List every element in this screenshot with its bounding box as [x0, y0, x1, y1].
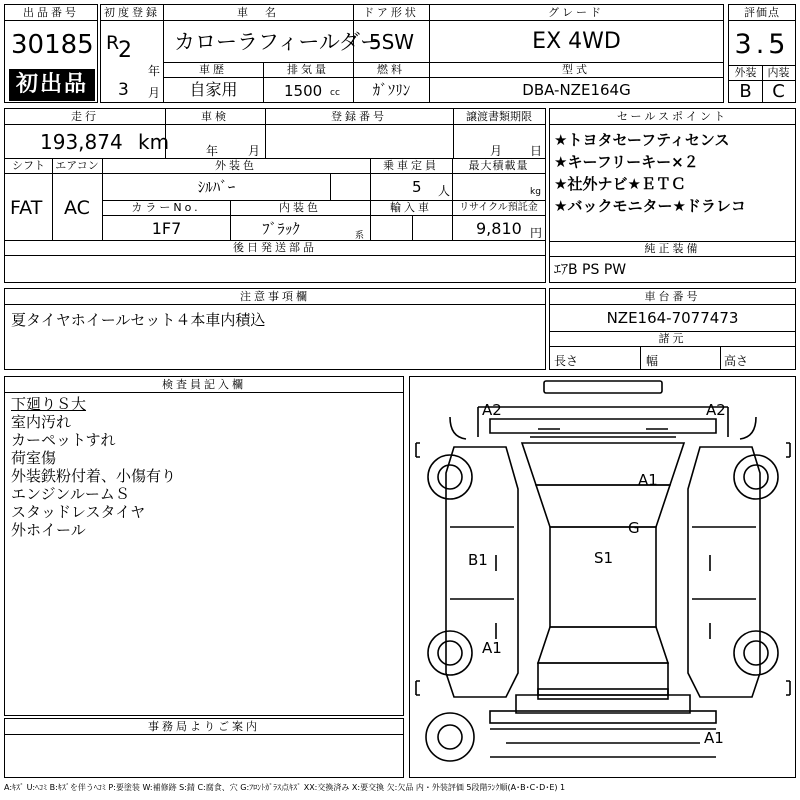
- sales-points-box: [549, 108, 796, 283]
- damage-mark-a2-left: A2: [482, 401, 502, 419]
- car-name: カローラフィールダー: [174, 30, 382, 54]
- sales-point-1: ★トヨタセーフティセンス: [554, 131, 730, 149]
- damage-mark-a1-bottom: A1: [704, 729, 724, 747]
- transfer-month-unit: 月: [490, 144, 503, 158]
- recycle-fee-label: リサイクル預託金: [452, 200, 545, 216]
- car-damage-diagram: [409, 376, 796, 778]
- overall-score: 3.5: [734, 29, 790, 60]
- damage-mark-a1-hood: A1: [638, 471, 658, 489]
- year-unit: 年: [148, 64, 161, 78]
- inspector-note-6: エンジンルームＳ: [11, 485, 130, 503]
- inspection-year-unit: 年: [206, 144, 219, 158]
- interior-color-suffix: 系: [355, 231, 365, 241]
- shift-type: FAT: [10, 197, 43, 219]
- mileage-unit: km: [138, 130, 170, 154]
- grade-label: グレード: [429, 5, 723, 21]
- notice-label: 注意事項欄: [5, 289, 545, 305]
- score-label: 評価点: [729, 5, 795, 21]
- sales-point-4: ★バックモニター★ドラレコ: [554, 197, 746, 215]
- chassis-number-label: 車台番号: [550, 289, 795, 305]
- sales-points-label: セールスポイント: [550, 109, 795, 125]
- color-number-label: カラーNo.: [102, 200, 230, 216]
- inspector-note-5: 外装鉄粉付着、小傷有り: [11, 467, 177, 485]
- first-listing-badge: 初出品: [9, 69, 95, 101]
- aircon-type: AC: [64, 197, 90, 219]
- car-diagram-drawing: [410, 377, 795, 777]
- office-info-label: 事務局よりご案内: [5, 719, 403, 735]
- damage-mark-g: G: [628, 519, 640, 537]
- specs-label: 諸元: [550, 331, 795, 347]
- exterior-label: 外装: [729, 65, 762, 81]
- interior-score: C: [772, 81, 785, 102]
- standard-equipment-label: 純正装備: [550, 241, 795, 257]
- inspector-note-3: カーペットすれ: [11, 431, 116, 449]
- registration-number-label: 登録番号: [265, 109, 453, 125]
- exterior-color-label: 外装色: [102, 158, 370, 174]
- import-label: 輸入車: [370, 200, 452, 216]
- sales-point-2: ★キーフリーキー×２: [554, 153, 699, 171]
- chassis-box: [549, 288, 796, 370]
- inspector-note-2: 室内汚れ: [11, 413, 72, 431]
- inspector-note-4: 荷室傷: [11, 449, 57, 467]
- registration-year: 2: [118, 38, 132, 63]
- damage-mark-a1-left: A1: [482, 639, 502, 657]
- door-type: 5SW: [368, 30, 415, 54]
- inspector-note-1: 下廻りＳ大: [11, 395, 87, 413]
- damage-mark-b1: B1: [468, 551, 488, 569]
- color-number: 1F7: [151, 219, 182, 238]
- capacity-unit: 人: [438, 184, 451, 198]
- yen-unit: 円: [530, 226, 543, 240]
- inspector-note-8: 外ホイール: [11, 521, 86, 539]
- lot-number-label: 出品番号: [5, 5, 97, 21]
- displacement-label: 排気量: [263, 62, 353, 78]
- standard-equipment: ｴｱB PS PW: [554, 262, 627, 278]
- model-label: 型式: [429, 62, 723, 78]
- interior-color-label: 内装色: [230, 200, 370, 216]
- displacement: 1500: [284, 82, 323, 100]
- damage-legend: A:ｷｽﾞ U:ﾍｺﾐ B:ｷｽﾞを伴うﾍｺﾐ P:要塗装 W:補修跡 S:錆 C:腐食、穴 G:ﾌﾛﾝﾄｶﾞﾗｽ点ｷｽﾞ XX:交換済み X:要交換 欠:欠品 内・外装評価 5段階ﾗﾝｸ順(A･B･C･D･E) 1: [4, 783, 566, 792]
- inspection-month-unit: 月: [248, 144, 261, 158]
- fuel-label: 燃料: [353, 62, 429, 78]
- aircon-label: エアコン: [52, 158, 102, 174]
- sales-point-3: ★社外ナビ★ＥＴＣ: [554, 175, 686, 193]
- door-type-label: ドア形状: [353, 5, 429, 21]
- model-code: DBA-NZE164G: [522, 81, 631, 99]
- exterior-score: B: [739, 81, 752, 102]
- lot-number: 30185: [11, 30, 94, 60]
- notice-box: [4, 288, 546, 370]
- era-letter: R: [106, 32, 120, 54]
- width-label: 幅: [646, 354, 659, 368]
- lot-number-box: [4, 4, 98, 103]
- score-box: [728, 4, 796, 103]
- car-name-label: 車 名: [163, 5, 353, 21]
- history-label: 車歴: [163, 62, 263, 78]
- first-registration-label: 初度登録: [101, 5, 163, 21]
- height-label: 高さ: [724, 354, 749, 368]
- damage-mark-a2-right: A2: [706, 401, 726, 419]
- cc-unit: cc: [330, 88, 340, 98]
- transfer-day-unit: 日: [530, 144, 543, 158]
- capacity-label: 乗車定員: [370, 158, 452, 174]
- exterior-color: ｼﾙﾊﾞｰ: [197, 178, 236, 196]
- inspector-notes-label: 検査員記入欄: [5, 377, 403, 393]
- interior-label: 内装: [762, 65, 795, 81]
- load-unit: kg: [530, 187, 541, 197]
- capacity-value: 5: [412, 178, 422, 196]
- month-unit: 月: [148, 86, 161, 100]
- chassis-number: NZE164-7077473: [606, 309, 739, 327]
- mileage-label: 走行: [5, 109, 165, 125]
- vehicle-history: 自家用: [189, 80, 238, 99]
- transfer-doc-label: 譲渡書類期限: [453, 109, 545, 125]
- registration-month: 3: [118, 80, 129, 100]
- inspection-label: 車検: [165, 109, 265, 125]
- interior-color: ﾌﾞﾗｯｸ: [262, 220, 300, 238]
- damage-mark-s1: S1: [594, 549, 614, 567]
- inspector-notes-box: [4, 376, 404, 716]
- inspector-note-7: スタッドレスタイヤ: [11, 503, 146, 521]
- fuel: ｶﾞｿﾘﾝ: [372, 81, 411, 99]
- office-info-box: [4, 718, 404, 778]
- notice-text: 夏タイヤホイールセット４本車内積込: [11, 311, 266, 329]
- shift-label: シフト: [5, 158, 52, 174]
- mileage-value: 193,874: [40, 130, 123, 154]
- grade: EX 4WD: [532, 29, 621, 54]
- later-parts-label: 後日発送部品: [5, 240, 545, 256]
- recycle-fee: 9,810: [476, 219, 522, 238]
- length-label: 長さ: [554, 354, 579, 368]
- max-load-label: 最大積載量: [452, 158, 545, 174]
